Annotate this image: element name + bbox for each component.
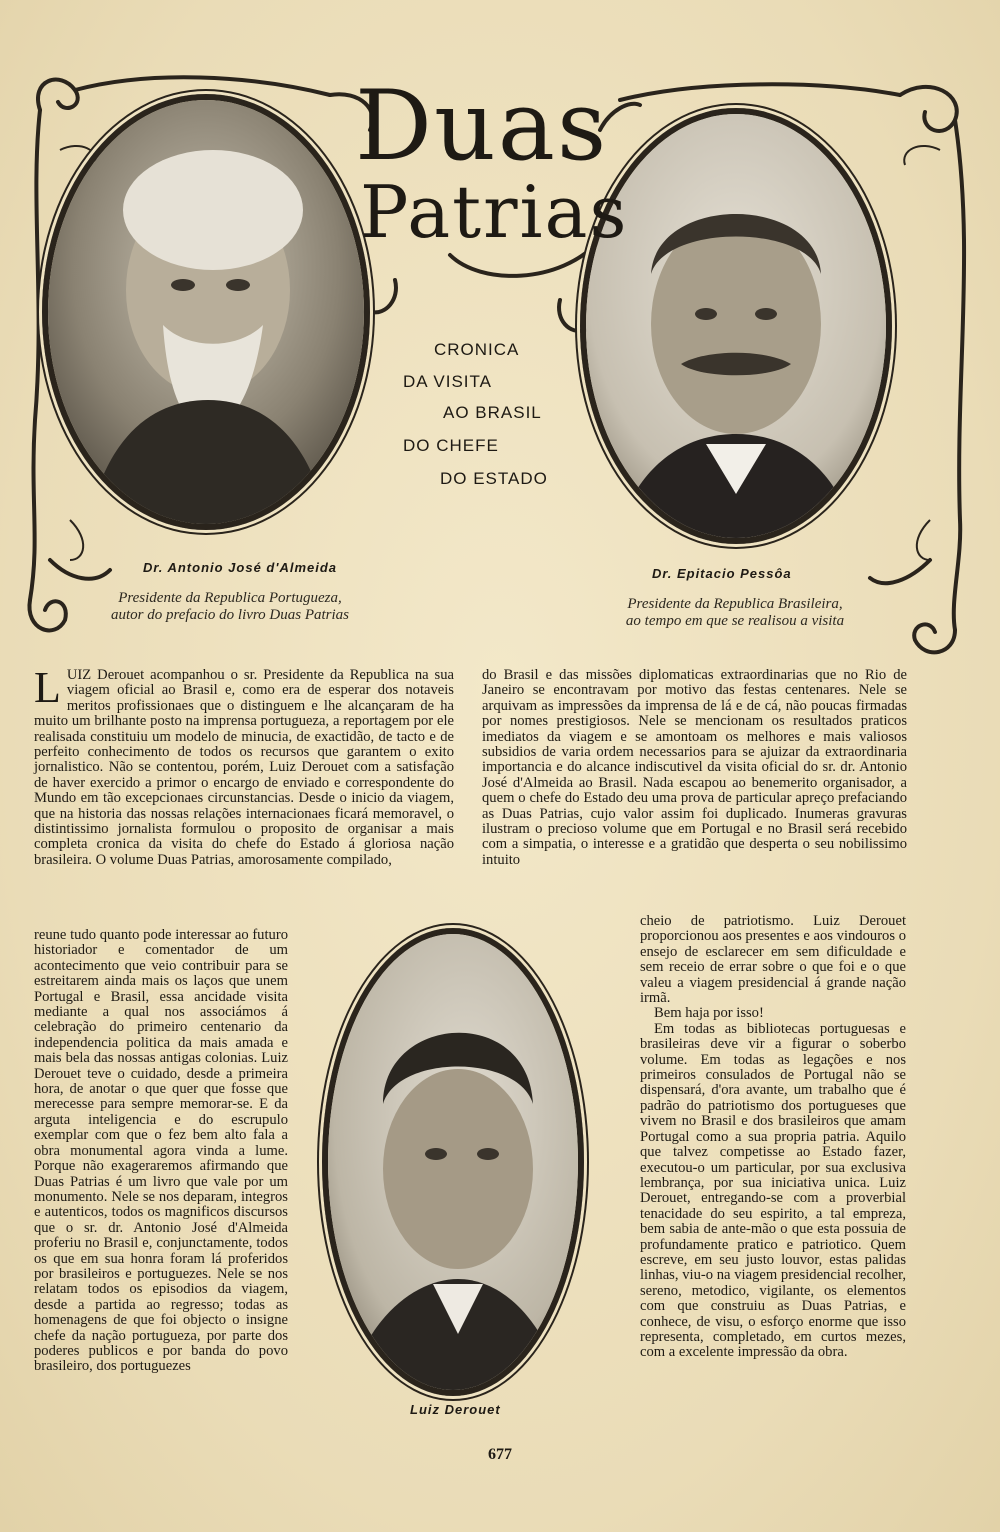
article-column-1-narrow [34, 928, 288, 1375]
subtitle-line-3: AO BRASIL [443, 403, 542, 422]
portrait-luiz-derouet [322, 928, 584, 1396]
paragraph-col2-top: do Brasil e das missões diplomaticas extraordinarias que no Rio de Janeiro se encontravam por motivo das festas centenares. Nele se arquivam as impressões da imprensa de lá e de cá, não poucas firmadas por nomes prestigiosos. Nele se mencionam os resultados praticos imediatos da viagem e se amontoam os melhores e mais valiosos subsidios de varia ordem necessarios para se ajuizar da extraordinaria importancia e do alcance indiscutivel da visita oficial do sr. dr. Antonio José d'Almeida ao Brasil. Nada escapou ao benemerito organisador, a quem o chefe do Estado deu uma prova de particular apreço prefaciando as Duas Patrias, cujo valor assim foi duplicado. Inumeras gravuras ilustram o precioso volume que em Portugal e no Brasil será recebido com a simpatia, o interesse e a gratidão que desperta o seu nobilissimo intuito [482, 667, 907, 868]
article-column-2-top [482, 668, 907, 868]
caption-left-name: Dr. Antonio José d'Almeida [143, 560, 338, 575]
caption-right-role-1: Presidente da Republica Brasileira, [627, 596, 843, 612]
paragraph-col1-top: UIZ Derouet acompanhou o sr. Presidente da Republica na sua viagem oficial ao Brasil e, como era de esperar dos notaveis meritos profissionaes que o distinguem e lhe alcançaram de ha muito um brilhante posto na imprensa portugueza, a reportagem por ele realisada constituiu um modelo de minucia, de exactidão, de tacto e de perfeito conhecimento de todos os recursos que garantem o exito jornalistico. Não se contentou, porém, Luiz Derouet com a satisfação de haver exercido a primor o encargo de enviado e correspondente do Mundo em tão excepcionaes circunstancias. Desde o inicio da viagem, que na historia das nossas relações internacionaes ficará memoravel, o distintissimo jornalista formulou o proposito de organisar a mais completa cronica da visita do chefe do Estado á gloriosa nação brasileira. O volume Duas Patrias, amorosamente compilado, [34, 667, 454, 868]
caption-left-role-1: Presidente da Republica Portugueza, [118, 590, 342, 606]
page-number: 677 [488, 1446, 512, 1463]
subtitle-line-4: DO CHEFE [403, 436, 499, 455]
drop-cap: L [34, 663, 61, 712]
paragraph-col2-c: Em todas as bibliotecas portuguesas e brasileiras deve vir a figurar o soberbo volume. Em todas as legações e nos primeiros consulados de Portugal não se dispensará, d'ora avante, um trabalho que é padrão do patriotismo dos portugueses que vivem no Brasil e dos brasileiros que amam Portugal como a sua propria patria. Aquilo que talvez competisse ao Estado fazer, executou-o um particular, por sua exclusiva lembrança, por sua iniciativa unica. Luiz Derouet, entregando-se com a proverbial tenacidade do seu espirito, a tal empreza, bem sabia de ante-mão o que esta possuia de profundamente pratico e patriotico. Quem escreve, em seu justo louvor, estas palidas linhas, viu-o na viagem presidencial recolher, sereno, metodico, vigilante, os elementos com que construiu as Duas Patrias, e conhece, de visu, o esforço enorme que isso representa, completado, em curtos mezes, com a excelente impressão da obra. [640, 1020, 906, 1361]
subtitle-line-2: DA VISITA [403, 372, 492, 391]
caption-center-name: Luiz Derouet [410, 1402, 501, 1417]
paragraph-col2-a: cheio de patriotismo. Luiz Derouet proporcionou aos presentes e aos vindouros o ensejo de esclarecer em sem dificuldade e sem receio de errar sobre o que foi e o que valeu a viagem presidencial á grande nação irmã. [640, 913, 906, 1007]
paragraph-col1-narrow: reune tudo quanto pode interessar ao futuro historiador e comentador de um acontecimento que veio contribuir para se estreitarem ainda mais os laços que unem Portugal e Brasil, essa ancidade visita mediante a qual nos associámos á celebração do primeiro centenario da independencia politica da mais amada e mais bela das nossas antigas colonias. Luiz Derouet teve o cuidado, desde a primeira hora, de anotar o que quer que fosse que merecesse para sempre memorar-se. E da arguta inteligencia e do escrupulo exemplar com que o fez bem alto fala a obra monumental agora vinda a lume. Porque não exageraremos afirmando que Duas Patrias é um livro que vale por um monumento. Nele se nos deparam, integros e autenticos, todos os magnificos discursos que o sr. dr. Antonio José d'Almeida proferiu no Brasil e, conjunctamente, todos os que em sua honra foram lá proferidos por brasileiros e portuguezes. Nele se nos relatam todos os episodios da viagem, desde a partida ao regresso; todas as homenagens de que foi objecto o insigne chefe da nação portugueza, por parte dos poderes publicos e por banda do povo brasileiro, dos portuguezes [34, 927, 288, 1375]
paragraph-col2-b: Bem haja por isso! [654, 1005, 764, 1022]
caption-right-name: Dr. Epitacio Pessôa [652, 566, 792, 581]
title-line-2: Patrias [360, 170, 629, 254]
subtitle-line-1: CRONICA [434, 340, 520, 359]
title-line-1: Duas [355, 70, 609, 182]
portrait-antonio-jose-dalmeida [42, 94, 370, 530]
subtitle-line-5: DO ESTADO [440, 469, 548, 488]
caption-left-role-2: autor do prefacio do livro Duas Patrias [110, 607, 350, 623]
article-column-1-top [34, 663, 454, 868]
article-column-2-narrow [640, 914, 906, 1361]
caption-right-role-2: ao tempo em que se realisou a visita [625, 613, 845, 629]
